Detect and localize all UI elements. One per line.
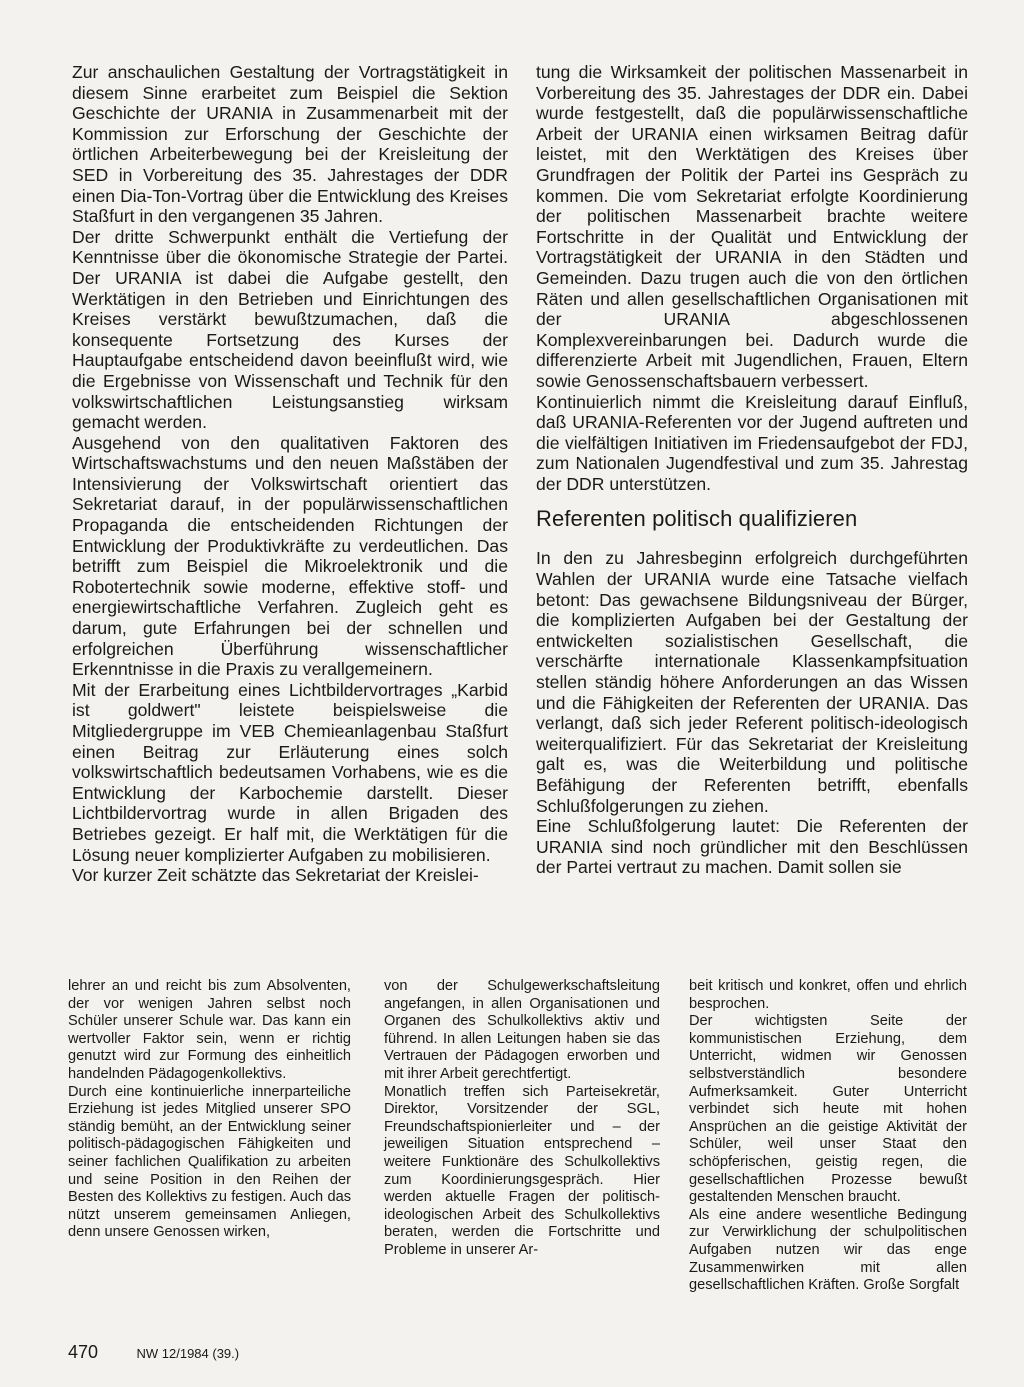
- paragraph: Ausgehend von den qualitativen Faktoren des Wirtschaftswachstums und den neuen Maßstäben der Intensivierung der Volkswirtschaft orientiert das Sekretariat darauf, in der populärwissenschaftlichen Propaganda die entscheidenden Richtungen der Entwicklung der Produktivkräfte zu verdeutlichen. Das betrifft zum Beispiel die Mikroelektronik und die Robotertechnik sowie moderne, effektive stoff- und energiewirtschaftliche Verfahren. Zugleich geht es darum, gute Erfahrungen bei der schnellen und erfolgreichen Überführung wissenschaftlicher Erkenntnisse in die Praxis zu verallgemeinern.: [72, 432, 508, 680]
- paragraph: Der wichtigsten Seite der kommunistischen Erziehung, dem Unterricht, widmen wir Genossen selbstverständlich besondere Aufmerksamkeit. Guter Unterricht verbindet sich heute mit hohen Ansprüchen an die geistige Aktivität der Schüler, weil unser Staat den schöpferischen, geistig regen, die gesellschaftlichen Prozesse bewußt gestaltenden Menschen braucht.: [689, 1013, 967, 1206]
- article-column-top-right: [536, 62, 968, 878]
- paragraph: Monatlich treffen sich Parteisekretär, Direktor, Vorsitzender der SGL, Freundschaftspionierleiter und – der jeweiligen Situation entsprechend – weitere Funktionäre des Schulkollektivs zum Koordinierungsgespräch. Hier werden aktuelle Fragen der politisch-ideologischen Arbeit des Schulkollektivs beraten, werden die Fortschritte und Probleme in unserer Ar-: [384, 1083, 660, 1258]
- article-column-bottom-1: [68, 978, 351, 1242]
- paragraph: von der Schulgewerkschaftsleitung angefangen, in allen Organisationen und Organen des Schulkollektivs aktiv und führend. In allen Leitungen haben sie das Vertrauen der Pädagogen erworben und mit ihrer Arbeit gerechtfertigt.: [384, 978, 660, 1082]
- article-column-top-left: [72, 62, 508, 886]
- article-column-bottom-3: [689, 978, 967, 1295]
- paragraph: Durch eine kontinuierliche innerparteiliche Erziehung ist jedes Mitglied unserer SPO ständig bemüht, an der Entwicklung seiner politisch-pädagogischen Fähigkeiten und seiner fachlichen Qualifikation zu arbeiten und seine Position in den Reihen der Besten des Kollektivs zu festigen. Auch das nützt unserem gemeinsamen Anliegen, denn unsere Genossen wirken,: [68, 1083, 351, 1241]
- paragraph: lehrer an und reicht bis zum Absolventen, der vor wenigen Jahren selbst noch Schüler unserer Schule war. Das kann ein wertvoller Faktor sein, wenn er richtig genutzt wird zur Formung des einheitlich handelnden Pädagogenkollektivs.: [68, 978, 351, 1082]
- paragraph: In den zu Jahresbeginn erfolgreich durchgeführten Wahlen der URANIA wurde eine Tatsache vielfach betont: Das gewachsene Bildungsniveau der Bürger, die komplizierten Aufgaben bei der Gestaltung der entwickelten sozialistischen Gesellschaft, die verschärfte internationale Klassenkampfsituation stellen ständig höhere Anforderungen an das Wissen und die Fähigkeiten der Referenten der URANIA. Das verlangt, daß sich jeder Referent politisch-ideologisch weiterqualifiziert. Für das Sekretariat der Kreisleitung galt es, was die Weiterbildung und politische Befähigung der Referenten betrifft, ebenfalls Schlußfolgerungen zu ziehen.: [536, 548, 968, 816]
- page-number: 470: [68, 1342, 99, 1362]
- paragraph: Zur anschaulichen Gestaltung der Vortragstätigkeit in diesem Sinne erarbeitet zum Beispiel die Sektion Geschichte der URANIA in Zusammenarbeit mit der Kommission zur Erforschung der Geschichte der örtlichen Arbeiterbewegung bei der Kreisleitung der SED in Vorbereitung des 35. Jahrestages der DDR einen Dia-Ton-Vortrag über die Entwicklung des Kreises Staßfurt in den vergangenen 35 Jahren.: [72, 62, 508, 227]
- page-footer: [68, 1342, 239, 1363]
- paragraph: Mit der Erarbeitung eines Lichtbildervortrages „Karbid ist goldwert" leistete beispielsweise die Mitgliedergruppe im VEB Chemieanlagenbau Staßfurt einen Beitrag zur Erläuterung eines solch volkswirtschaftlich bedeutsamen Vorhabens, wie es die Entwicklung der Karbochemie darstellt. Dieser Lichtbildervortrag wurde in allen Brigaden des Betriebes gezeigt. Er half mit, die Werktätigen für die Lösung neuer komplizierter Aufgaben zu mobilisieren.: [72, 679, 508, 865]
- paragraph: Kontinuierlich nimmt die Kreisleitung darauf Einfluß, daß URANIA-Referenten vor der Jugend auftreten und die vielfältigen Initiativen im Friedensaufgebot der FDJ, zum Nationalen Jugendfestival und zum 35. Jahrestag der DDR unterstützen.: [536, 391, 968, 494]
- issue-reference: NW 12/1984 (39.): [136, 1346, 240, 1361]
- paragraph: beit kritisch und konkret, offen und ehrlich besprochen.: [689, 978, 967, 1012]
- paragraph: Eine Schlußfolgerung lautet: Die Referenten der URANIA sind noch gründlicher mit den Beschlüssen der Partei vertraut zu machen. Damit sollen sie: [536, 816, 968, 878]
- paragraph: Der dritte Schwerpunkt enthält die Vertiefung der Kenntnisse über die ökonomische Strategie der Partei. Der URANIA ist dabei die Aufgabe gestellt, den Werktätigen in den Betrieben und Einrichtungen des Kreises verstärkt bewußtzumachen, daß die konsequente Fortsetzung des Kurses der Hauptaufgabe entscheidend davon beeinflußt wird, wie die Ergebnisse von Wissenschaft und Technik für den volkswirtschaftlichen Leistungsanstieg wirksam gemacht werden.: [72, 226, 508, 433]
- section-heading: Referenten politisch qualifizieren: [536, 506, 858, 532]
- paragraph: Vor kurzer Zeit schätzte das Sekretariat der Kreislei-: [72, 865, 479, 886]
- paragraph: tung die Wirksamkeit der politischen Massenarbeit in Vorbereitung des 35. Jahrestages der DDR ein. Dabei wurde festgestellt, daß die populärwissenschaftliche Arbeit der URANIA einen wirksamen Beitrag dafür leistet, mit den Werktätigen des Kreises über Grundfragen der Politik der Partei ins Gespräch zu kommen. Die vom Sekretariat erfolgte Koordinierung der politischen Massenarbeit brachte weitere Fortschritte in der Qualität und Entwicklung der Vortragstätigkeit der URANIA in den Städten und Gemeinden. Dazu trugen auch die von den örtlichen Räten und allen gesellschaftlichen Organisationen mit der URANIA abgeschlossenen Komplexvereinbarungen bei. Dadurch wurde die differenzierte Arbeit mit Jugendlichen, Frauen, Eltern sowie Genossenschaftsbauern verbessert.: [536, 62, 968, 391]
- article-column-bottom-2: [384, 978, 660, 1260]
- paragraph: Als eine andere wesentliche Bedingung zur Verwirklichung der schulpolitischen Aufgaben nutzen wir das enge Zusammenwirken mit allen gesellschaftlichen Kräften. Große Sorgfalt: [689, 1206, 967, 1294]
